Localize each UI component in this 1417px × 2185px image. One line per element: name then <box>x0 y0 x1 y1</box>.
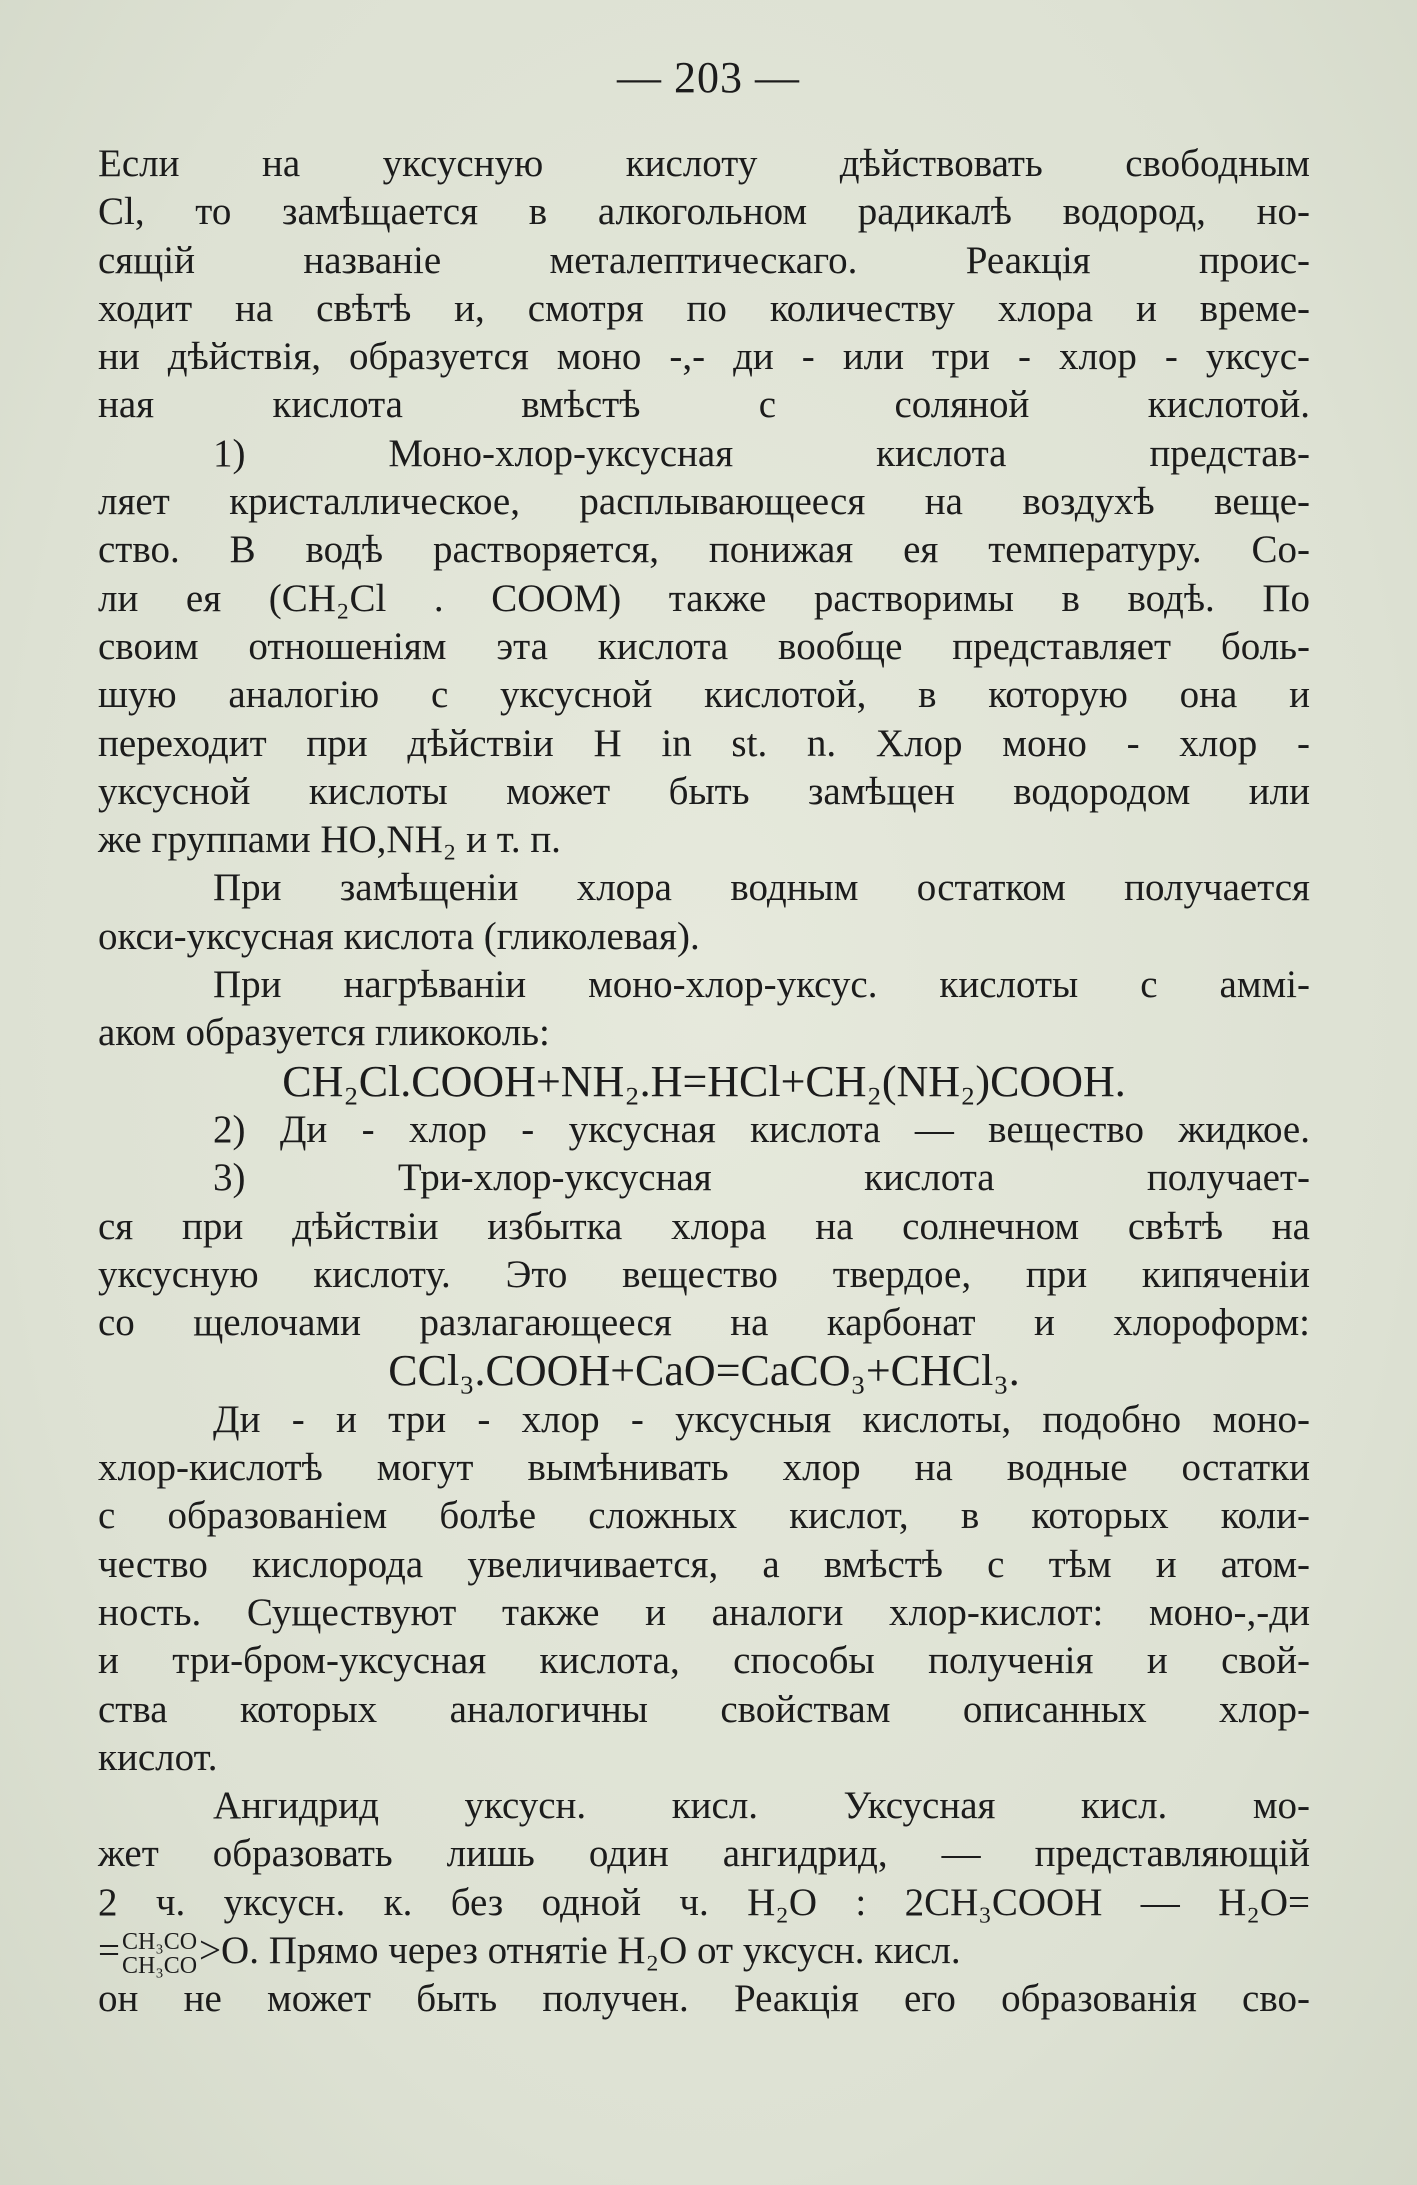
text-line: жет образовать лишь один ангидрид, — представляющій <box>98 1832 1310 1876</box>
text-line: аком образуется гликоколь: <box>98 1011 550 1055</box>
chemical-equation: CH₂Cl.COOH+NH₂.H=HCl+CH₂(NH₂)COOH. <box>282 1056 1126 1106</box>
text-line: ство. В водѣ растворяется, понижая ея температуру. Со- <box>98 528 1310 572</box>
text-line: ность. Существуют также и аналоги хлор-кислот: моно-,-ди <box>98 1590 1310 1634</box>
text-line: ства которых аналогичны свойствам описанных хлор- <box>98 1687 1310 1731</box>
text-line: ни дѣйствія, образуется моно -,- ди - или три - хлор - уксус- <box>98 335 1310 379</box>
text-line: хлор-кислотѣ могут вымѣнивать хлор на водные остатки <box>98 1446 1310 1490</box>
text-line: Cl, то замѣщается в алкогольном радикалѣ водород, но- <box>98 190 1310 234</box>
text-line: и три-бром-уксусная кислота, способы полученія и свой- <box>98 1639 1310 1683</box>
text-line: же группами HO,NH₂ и т. п. <box>98 818 561 862</box>
anhydride-formula-line <box>98 1927 1310 1980</box>
paragraph-line: 2) Ди - хлор - уксусная кислота — вещество жидкое. <box>213 1107 1310 1151</box>
paragraph-line: Ангидрид уксусн. кисл. Уксусная кисл. мо- <box>213 1784 1310 1828</box>
formula-numerator: CH₃CO <box>122 1929 198 1956</box>
paragraph-line: При замѣщеніи хлора водным остатком получается <box>213 866 1310 910</box>
text-line: ходит на свѣтѣ и, смотря по количеству хлора и време- <box>98 286 1310 330</box>
formula-denominator: CH₃CO <box>122 1953 198 1980</box>
text-line: своим отношеніям эта кислота вообще представляет боль- <box>98 624 1310 668</box>
text-line: ли ея (CH₂Cl . COOM) также растворимы в водѣ. По <box>98 576 1310 620</box>
paragraph-line: При нагрѣваніи моно-хлор-уксус. кислоты с аммі- <box>213 963 1310 1007</box>
text-line: уксусную кислоту. Это вещество твердое, при кипяченіи <box>98 1252 1310 1296</box>
text-line: 2 ч. уксусн. к. без одной ч. H₂O : 2CH₃COOH — H₂O= <box>98 1880 1310 1924</box>
page-number: — 203 — <box>617 53 800 102</box>
text-line: с образованіем болѣе сложных кислот, в которых коли- <box>98 1494 1310 1538</box>
text-line: уксусной кислоты может быть замѣщен водородом или <box>98 769 1310 813</box>
paragraph-line: Ди - и три - хлор - уксусныя кислоты, подобно моно- <box>213 1397 1310 1441</box>
body-text <box>98 140 1310 2024</box>
text-line: чество кислорода увеличивается, а вмѣстѣ с тѣм и атом- <box>98 1542 1310 1586</box>
text-line: он не может быть получен. Реакція его образованія сво- <box>98 1977 1310 2021</box>
paragraph-line: 3) Три-хлор-уксусная кислота получает- <box>213 1156 1310 1200</box>
formula-suffix: >O. Прямо через отнятіе H₂O от уксусн. кисл. <box>199 1928 961 1972</box>
text-line: кислот. <box>98 1735 218 1779</box>
text-line: окси-уксусная кислота (гликолевая). <box>98 914 700 958</box>
text-line: сящій названіе металептическаго. Реакція проис- <box>98 238 1310 282</box>
formula-prefix: = <box>98 1928 120 1972</box>
text-line: ная кислота вмѣстѣ с соляной кислотой. <box>98 383 1310 427</box>
chemical-equation: CCl₃.COOH+CaO=CaCO₃+CHCl₃. <box>388 1346 1020 1396</box>
text-line: со щелочами разлагающееся на карбонат и хлороформ: <box>98 1301 1310 1345</box>
text-line: ся при дѣйствіи избытка хлора на солнечном свѣтѣ на <box>98 1204 1310 1248</box>
text-line: переходит при дѣйствіи H in st. n. Хлор моно - хлор - <box>98 721 1310 765</box>
text-line: ляет кристаллическое, расплывающееся на воздухѣ веще- <box>98 480 1310 524</box>
stacked-formula <box>122 1930 197 1978</box>
paragraph-line: 1) Моно-хлор-уксусная кислота представ- <box>213 431 1310 475</box>
text-line: шую аналогію с уксусной кислотой, в которую она и <box>98 673 1310 717</box>
text-line: Если на уксусную кислоту дѣйствовать свободным <box>98 142 1310 185</box>
